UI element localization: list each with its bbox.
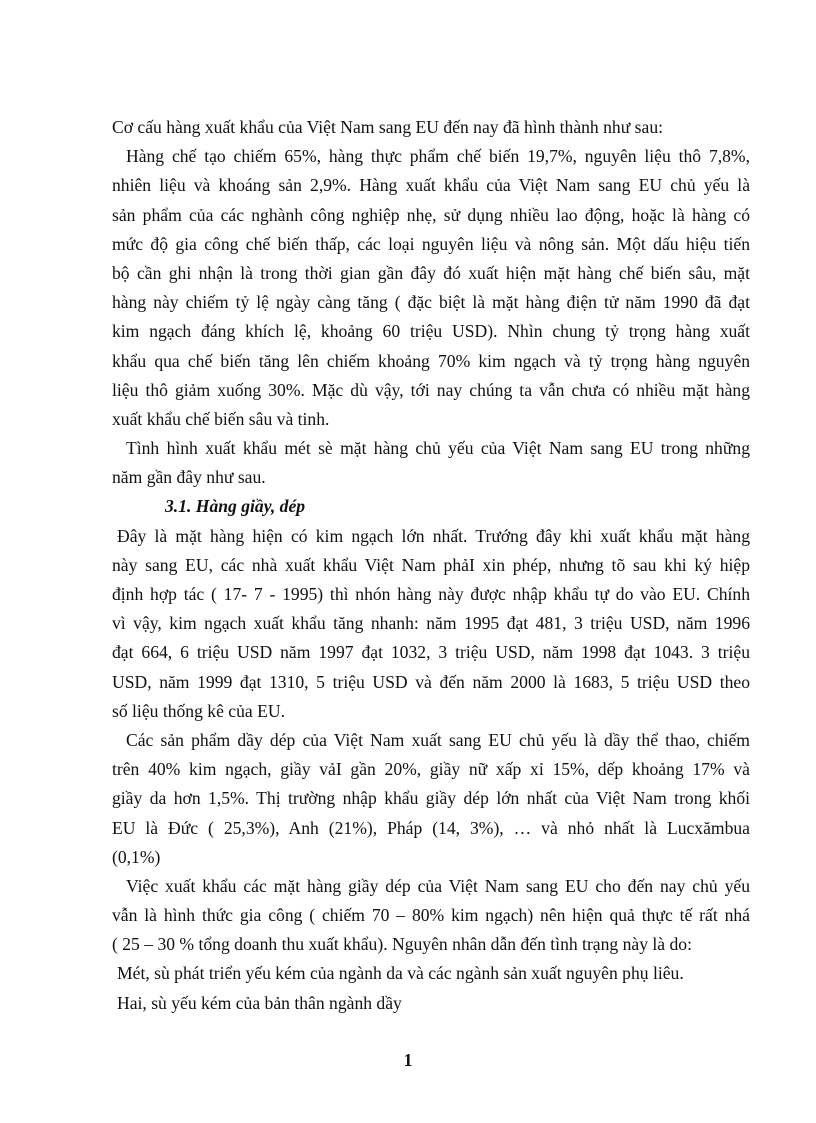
text-line: (0,1%)	[112, 846, 161, 867]
text-line: này sang EU, các nhà xuất khẩu Việt Nam phảI xin phép, nhưng tõ sau khi ký hiệp	[112, 554, 750, 575]
text-line: định hợp tác ( 17- 7 - 1995) thì nhón hàng này được nhập khẩu tự do vào EU. Chính	[112, 584, 750, 604]
text-line: mức độ gia công chế biến thấp, các loại nguyên liệu và nông sản. Một dấu hiệu tiến	[112, 233, 750, 254]
text-line: Tình hình xuất khẩu mét sè mặt hàng chủ yếu của Việt Nam sang EU trong những	[126, 438, 750, 459]
text-line: Đây là mặt hàng hiện có kim ngạch lớn nhất. Trướng đây khi xuất khẩu mặt hàng	[117, 525, 750, 546]
document-page	[112, 113, 750, 1018]
text-line: EU là Đức ( 25,3%), Anh (21%), Pháp (14, 3%), … và nhỏ nhất là Lucxămbua	[112, 817, 750, 838]
text-line: trên 40% kim ngạch, giầy vảI gần 20%, giầy nữ xấp xỉ 15%, dếp khoảng 17% và	[112, 759, 750, 780]
page-number: 1	[403, 1050, 413, 1070]
text-line: đạt 664, 6 triệu USD năm 1997 đạt 1032, 3 triệu USD, năm 1998 đạt 1043. 3 triệu	[112, 642, 750, 663]
text-line: vẫn là hình thức gia công ( chiếm 70 – 80% kim ngạch) nên hiện quả thực tế rất nhá	[112, 905, 750, 926]
text-line: Hàng chế tạo chiếm 65%, hàng thực phẩm chế biến 19,7%, nguyên liệu thô 7,8%,	[126, 146, 750, 167]
text-line: Việc xuất khẩu các mặt hàng giầy dép của Việt Nam sang EU cho đến nay chủ yếu	[126, 875, 750, 896]
text-line: sản phẩm của các nghành công nghiệp nhẹ, sử dụng nhiều lao động, hoặc là hàng có	[112, 204, 750, 225]
text-line: USD, năm 1999 đạt 1310, 5 triệu USD và đến năm 2000 là 1683, 5 triệu USD theo	[112, 671, 750, 692]
text-line: Cơ cấu hàng xuất khẩu của Việt Nam sang EU đến nay đã hình thành như sau:	[112, 117, 663, 137]
text-line: Hai, sù yếu kém của bản thân ngành dầy	[117, 992, 402, 1013]
text-line: liệu thô giảm xuống 30%. Mặc dù vậy, tới nay chúng ta vẫn chưa có nhiều mặt hàng	[112, 379, 750, 400]
text-line: xuất khẩu chế biến sâu và tinh.	[112, 408, 330, 429]
text-line: bộ cần ghi nhận là trong thời gian gần đây đó xuất hiện mặt hàng chế biến sâu, mặt	[112, 262, 750, 283]
text-line: nhiên liệu và khoáng sản 2,9%. Hàng xuất khẩu của Việt Nam sang EU chủ yếu là	[112, 175, 750, 196]
text-line: khẩu qua chế biến tăng lên chiếm khoảng 70% kim ngạch và tỷ trọng hàng nguyên	[112, 350, 750, 371]
section-heading: 3.1. Hàng giầy, dép	[165, 496, 306, 517]
text-line: số liệu thống kê của EU.	[112, 700, 285, 721]
text-line: năm gần đây như sau.	[112, 467, 266, 488]
text-line: ( 25 – 30 % tổng doanh thu xuất khẩu). Nguyên nhân dẫn đến tình trạng này là do:	[112, 934, 692, 955]
text-line: Mét, sù phát triển yếu kém của ngành da và các ngành sản xuất nguyên phụ liêu.	[117, 963, 684, 984]
text-line: vì vậy, kim ngạch xuất khẩu tăng nhanh: năm 1995 đạt 481, 3 triệu USD, năm 1996	[112, 613, 750, 634]
text-line: kim ngạch đáng khích lệ, khoảng 60 triệu USD). Nhìn chung tỷ trọng hàng xuất	[112, 321, 750, 342]
text-line: hàng này chiếm tỷ lệ ngày càng tăng ( đặc biệt là mặt hàng điện tử năm 1990 đã đạt	[112, 292, 750, 313]
text-line: Các sản phẩm dầy dép của Việt Nam xuất sang EU chủ yếu là dầy thể thao, chiếm	[126, 729, 750, 750]
text-line: giầy da hơn 1,5%. Thị trường nhập khẩu giầy dép lớn nhất của Việt Nam trong khối	[112, 788, 750, 809]
